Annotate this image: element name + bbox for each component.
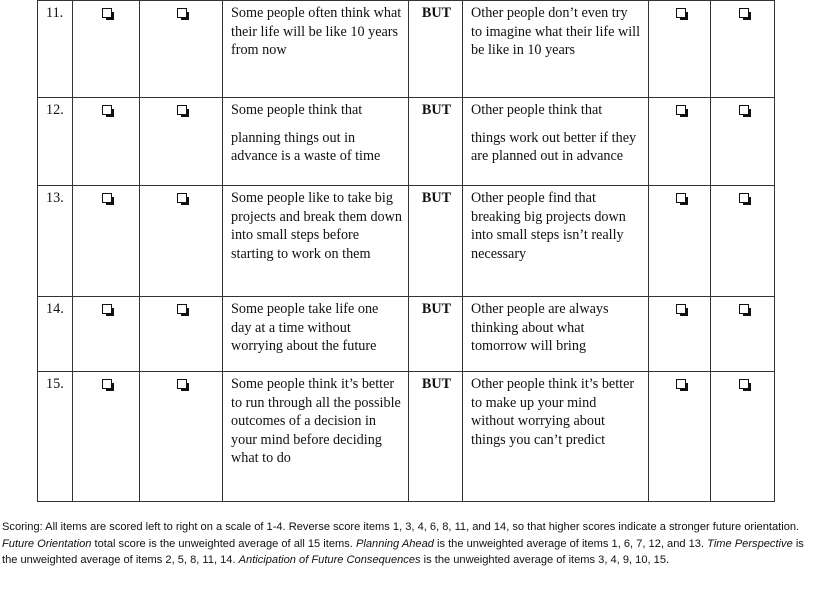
but-label: BUT: [409, 297, 463, 372]
scoring-term: Time Perspective: [707, 537, 793, 550]
item-number: 15.: [38, 372, 73, 502]
item-number: 12.: [38, 98, 73, 186]
item-number: 13.: [38, 186, 73, 297]
checkbox-icon[interactable]: [739, 304, 749, 314]
checkbox-left-1[interactable]: [73, 98, 140, 186]
scoring-text: is the unweighted average of items 2, 5, 8, 11, 14.: [2, 537, 804, 567]
right-statement: Other people think it’s better to make up your mind without worrying about things you can’t predict: [463, 372, 649, 502]
scoring-text: total score is the unweighted average of all 15 items.: [91, 537, 356, 550]
checkbox-right-2[interactable]: [711, 297, 775, 372]
checkbox-right-1[interactable]: [649, 297, 711, 372]
left-statement-line1: Some people think that: [231, 102, 363, 118]
checkbox-icon[interactable]: [177, 8, 187, 18]
scoring-text: is the unweighted average of items 3, 4, 9, 10, 15.: [420, 554, 670, 567]
checkbox-icon[interactable]: [102, 193, 112, 203]
checkbox-icon[interactable]: [676, 8, 686, 18]
checkbox-right-1[interactable]: [649, 186, 711, 297]
checkbox-icon[interactable]: [739, 193, 749, 203]
checkbox-right-2[interactable]: [711, 186, 775, 297]
checkbox-left-2[interactable]: [140, 1, 223, 98]
but-label: BUT: [409, 98, 463, 186]
item-number: 14.: [38, 297, 73, 372]
checkbox-left-1[interactable]: [73, 297, 140, 372]
scoring-term: Anticipation of Future Consequences: [238, 554, 421, 567]
checkbox-left-1[interactable]: [73, 186, 140, 297]
checkbox-right-2[interactable]: [711, 372, 775, 502]
left-statement: Some people think it’s better to run through all the possible outcomes of a decision in your mind before deciding what to do: [223, 372, 409, 502]
table-row: [38, 297, 775, 372]
checkbox-icon[interactable]: [177, 193, 187, 203]
checkbox-icon[interactable]: [177, 105, 187, 115]
but-label: BUT: [409, 1, 463, 98]
left-statement: [223, 98, 409, 186]
checkbox-right-1[interactable]: [649, 98, 711, 186]
but-label: BUT: [409, 372, 463, 502]
checkbox-icon[interactable]: [102, 105, 112, 115]
checkbox-icon[interactable]: [177, 304, 187, 314]
checkbox-left-2[interactable]: [140, 372, 223, 502]
checkbox-left-1[interactable]: [73, 1, 140, 98]
left-statement: Some people often think what their life will be like 10 years from now: [223, 1, 409, 98]
checkbox-right-2[interactable]: [711, 98, 775, 186]
right-statement: Other people are always thinking about what tomorrow will bring: [463, 297, 649, 372]
checkbox-icon[interactable]: [676, 304, 686, 314]
survey-table: [37, 0, 775, 502]
checkbox-icon[interactable]: [676, 379, 686, 389]
checkbox-right-2[interactable]: [711, 1, 775, 98]
checkbox-icon[interactable]: [676, 105, 686, 115]
checkbox-icon[interactable]: [676, 193, 686, 203]
item-number: 11.: [38, 1, 73, 98]
right-statement: Other people find that breaking big projects down into small steps isn’t really necessary: [463, 186, 649, 297]
checkbox-right-1[interactable]: [649, 372, 711, 502]
checkbox-icon[interactable]: [739, 105, 749, 115]
scoring-term: Future Orientation: [2, 537, 92, 550]
scoring-paragraph: [2, 519, 814, 569]
checkbox-left-1[interactable]: [73, 372, 140, 502]
checkbox-icon[interactable]: [102, 8, 112, 18]
right-statement: Other people don’t even try to imagine what their life will be like in 10 years: [463, 1, 649, 98]
table-row: [38, 1, 775, 98]
checkbox-left-2[interactable]: [140, 186, 223, 297]
right-statement: [463, 98, 649, 186]
scoring-text: is the unweighted average of items 1, 6, 7, 12, and 13.: [433, 537, 708, 550]
scoring-term: Planning Ahead: [355, 537, 434, 550]
checkbox-icon[interactable]: [177, 379, 187, 389]
left-statement: Some people like to take big projects and break them down into small steps before starting to work on them: [223, 186, 409, 297]
table-row: [38, 372, 775, 502]
checkbox-left-2[interactable]: [140, 98, 223, 186]
left-statement-line2: planning things out in advance is a waste of time: [231, 129, 381, 164]
checkbox-right-1[interactable]: [649, 1, 711, 98]
scoring-text: Scoring: All items are scored left to right on a scale of 1-4. Reverse score items 1, 3, 4, 6, 8, 11, and 14, so that higher scores indicate a stronger future orientation.: [2, 521, 800, 533]
right-statement-line1: Other people think that: [471, 102, 603, 118]
but-label: BUT: [409, 186, 463, 297]
right-statement-line2: things work out better if they are planned out in advance: [471, 129, 637, 164]
checkbox-left-2[interactable]: [140, 297, 223, 372]
checkbox-icon[interactable]: [102, 379, 112, 389]
checkbox-icon[interactable]: [102, 304, 112, 314]
checkbox-icon[interactable]: [739, 379, 749, 389]
left-statement: Some people take life one day at a time without worrying about the future: [223, 297, 409, 372]
table-row: [38, 186, 775, 297]
table-row: [38, 98, 775, 186]
checkbox-icon[interactable]: [739, 8, 749, 18]
